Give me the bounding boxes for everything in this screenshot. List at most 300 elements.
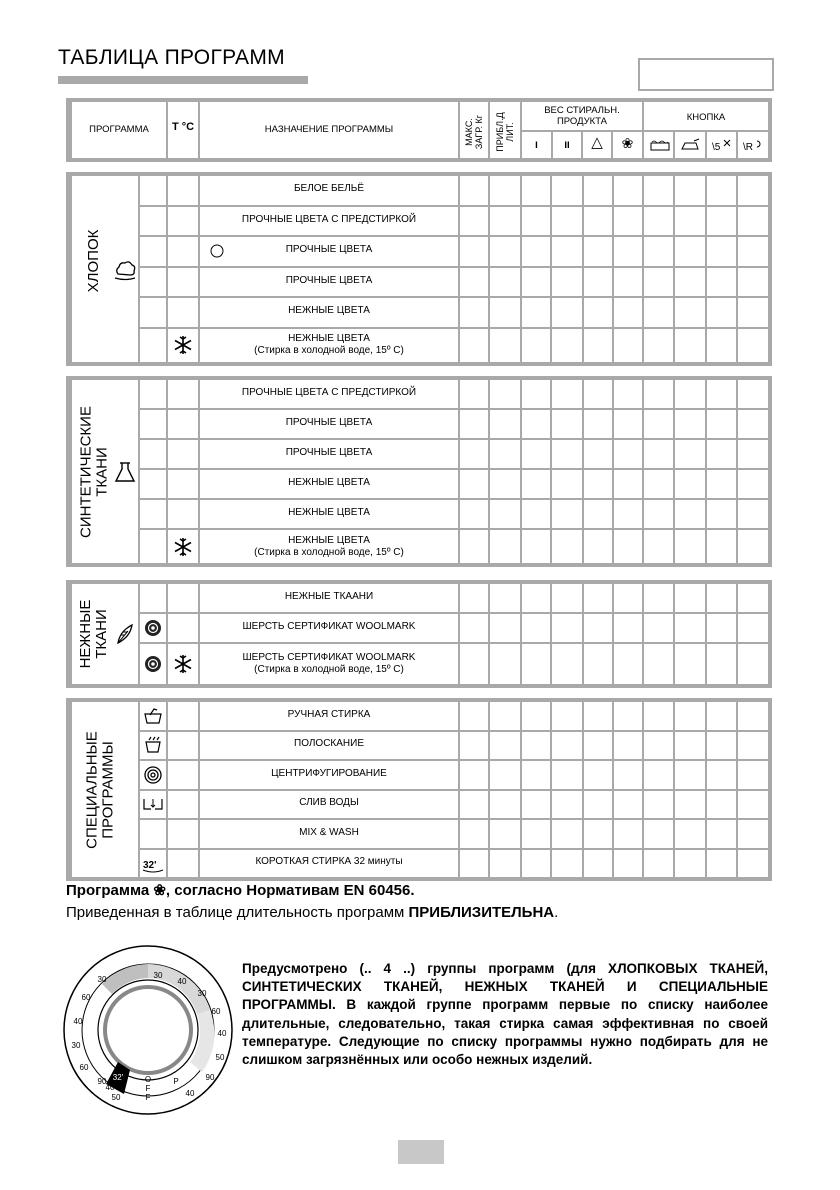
- program-icon-cell: [140, 237, 166, 266]
- data-cell: [460, 614, 488, 642]
- header-water-cell: [490, 102, 520, 158]
- temp-cell: [168, 207, 198, 236]
- data-cell: [738, 329, 768, 362]
- header-maxload-cell: [460, 102, 488, 158]
- data-cell: [675, 268, 705, 297]
- program-label: [200, 214, 458, 226]
- temp-cell: [168, 380, 198, 408]
- data-cell: [552, 702, 582, 730]
- program-icon-cell: [140, 470, 166, 498]
- data-cell: [614, 614, 642, 642]
- program-label: [200, 275, 458, 287]
- data-cell: [552, 207, 582, 236]
- data-cell: [644, 176, 673, 205]
- data-cell: [738, 176, 768, 205]
- data-cell: [552, 761, 582, 789]
- program-label: [200, 621, 458, 633]
- program-name: НЕЖНЫЕ ЦВЕТА: [288, 333, 370, 344]
- data-cell: [738, 237, 768, 266]
- group-label-cell: [72, 176, 138, 362]
- dial-outer-label: 30: [97, 975, 107, 984]
- data-cell: [675, 530, 705, 563]
- temp-cell: [168, 500, 198, 528]
- temp-cell: [168, 440, 198, 468]
- data-cell: [522, 820, 550, 848]
- data-cell: [584, 298, 612, 327]
- data-cell: [460, 850, 488, 878]
- program-name: БЕЛОЕ БЕЛЬЁ: [293, 183, 365, 195]
- temp-cell: [168, 176, 198, 205]
- data-cell: [522, 237, 550, 266]
- dial-outer-label: 40: [217, 1029, 227, 1038]
- program-name: ПРОЧНЫЕ ЦВЕТА: [285, 417, 373, 428]
- program-label: [200, 447, 458, 459]
- data-cell: [675, 820, 705, 848]
- data-cell: [490, 329, 520, 362]
- data-cell: [707, 791, 736, 819]
- data-cell: [584, 268, 612, 297]
- data-cell: [675, 644, 705, 684]
- data-cell: [675, 702, 705, 730]
- data-cell: [675, 732, 705, 760]
- dial-knob[interactable]: [105, 987, 191, 1073]
- data-cell: [584, 850, 612, 878]
- data-cell: [644, 614, 673, 642]
- program-name-cell: [200, 268, 458, 297]
- data-cell: [522, 614, 550, 642]
- data-cell: [522, 584, 550, 612]
- data-cell: [675, 850, 705, 878]
- data-cell: [460, 820, 488, 848]
- data-cell: [644, 500, 673, 528]
- program-name: НЕЖНЫЕ ЦВЕТА: [288, 534, 370, 546]
- data-cell: [614, 410, 642, 438]
- data-cell: [490, 500, 520, 528]
- data-cell: [584, 820, 612, 848]
- delay-icon: [711, 138, 733, 152]
- header-water-line2: ЛИТ.: [505, 122, 515, 142]
- data-cell: [707, 584, 736, 612]
- data-cell: [460, 500, 488, 528]
- data-cell: [644, 732, 673, 760]
- dial-outer-label: 60: [211, 1007, 221, 1016]
- rinse-icon: [142, 734, 164, 756]
- page-title: ТАБЛИЦА ПРОГРАММ: [58, 46, 285, 69]
- btn-sep-2: [705, 132, 707, 158]
- spin-icon: [142, 764, 164, 786]
- program-label: [200, 477, 458, 489]
- data-cell: [522, 410, 550, 438]
- dial-outer-label: 30: [153, 971, 163, 980]
- data-cell: [738, 410, 768, 438]
- data-cell: [490, 268, 520, 297]
- program-name: ПРОЧНЫЕ ЦВЕТА: [285, 447, 373, 458]
- data-cell: [522, 702, 550, 730]
- data-cell: [738, 380, 768, 408]
- program-icon-cell: [140, 500, 166, 528]
- program-name-cell: [200, 791, 458, 819]
- group-name: СИНТЕТИЧЕСКИЕ ТКАНИ: [77, 405, 110, 538]
- data-cell: [738, 850, 768, 878]
- data-cell: [614, 207, 642, 236]
- data-cell: [522, 850, 550, 878]
- data-cell: [460, 268, 488, 297]
- data-cell: [738, 761, 768, 789]
- data-cell: [490, 732, 520, 760]
- data-cell: [490, 298, 520, 327]
- data-cell: [675, 500, 705, 528]
- data-cell: [738, 470, 768, 498]
- data-cell: [707, 732, 736, 760]
- data-cell: [490, 380, 520, 408]
- data-cell: [584, 530, 612, 563]
- data-cell: [707, 268, 736, 297]
- program-icon-cell: [140, 298, 166, 327]
- data-cell: [707, 440, 736, 468]
- program-name: НЕЖНЫЕ ЦВЕТА: [288, 507, 370, 518]
- temp-cell: [168, 298, 198, 327]
- program-name: MIX & WASH: [299, 826, 359, 838]
- data-cell: [614, 298, 642, 327]
- data-cell: [522, 207, 550, 236]
- data-cell: [738, 820, 768, 848]
- data-cell: [644, 644, 673, 684]
- program-description: Предусмотрено (.. 4 ..) группы программ (для ХЛОПКОВЫХ ТКАНЕЙ, СИНТЕТИЧЕСКИХ ТКАНЕЙ, НЕЖНЫХ ТКАНЕЙ И СПЕЦИАЛЬНЫЕ ПРОГРАММЫ. В каждой группе программ первые по списку наиболее длительные, следовательно, такая стирка самая эффективная по своей температуре. Следующие по списку программы нужно подбирать для не слишком загрязнённых или особо нежных изделий.: [242, 961, 768, 1068]
- note-standard: Программа ❀, согласно Нормативам EN 60456.: [66, 882, 415, 899]
- program-label: [200, 535, 458, 559]
- data-cell: [644, 530, 673, 563]
- temp-cell: [168, 791, 198, 819]
- data-cell: [707, 644, 736, 684]
- data-cell: [644, 761, 673, 789]
- data-cell: [552, 176, 582, 205]
- program-name: НЕЖНЫЕ ЦВЕТА: [288, 305, 370, 317]
- data-cell: [644, 470, 673, 498]
- program-name-cell: [200, 410, 458, 438]
- note-duration-text: Приведенная в таблице длительность программ: [66, 904, 409, 921]
- dial-outer-label: 40: [185, 1089, 195, 1098]
- data-cell: [460, 584, 488, 612]
- data-cell: [707, 820, 736, 848]
- data-cell: [490, 470, 520, 498]
- data-cell: [584, 176, 612, 205]
- program-label: [200, 417, 458, 429]
- data-cell: [707, 614, 736, 642]
- det-col-4: ❀: [621, 135, 634, 151]
- program-name: ПОЛОСКАНИЕ: [294, 738, 364, 750]
- data-cell: [552, 440, 582, 468]
- snowflake-icon: [172, 653, 194, 675]
- data-cell: [490, 850, 520, 878]
- data-cell: [707, 761, 736, 789]
- svg-text:32': 32': [143, 860, 157, 872]
- dial-outer-label: 90: [205, 1073, 215, 1082]
- program-icon-cell: [140, 410, 166, 438]
- program-label: [200, 507, 458, 519]
- group-label-cell: [72, 380, 138, 563]
- temp-cell: [168, 410, 198, 438]
- data-cell: [614, 850, 642, 878]
- header-detergent-line1: ВЕС СТИРАЛЬН.: [544, 105, 620, 116]
- program-name: ПРОЧНЫЕ ЦВЕТА: [285, 244, 373, 256]
- program-label: [200, 652, 458, 676]
- header-purpose: НАЗНАЧЕНИЕ ПРОГРАММЫ: [264, 124, 394, 135]
- data-cell: [490, 530, 520, 563]
- header-maxload-line2: ЗАГР. Кг: [474, 114, 484, 150]
- data-cell: [707, 850, 736, 878]
- temp-cell: [168, 702, 198, 730]
- group-name: ХЛОПОК: [85, 229, 102, 293]
- btn-sep-1: [673, 132, 675, 158]
- data-cell: [675, 440, 705, 468]
- data-cell: [644, 298, 673, 327]
- data-cell: [460, 530, 488, 563]
- data-cell: [552, 298, 582, 327]
- data-cell: [490, 237, 520, 266]
- program-name: ЦЕНТРИФУГИРОВАНИЕ: [271, 767, 387, 779]
- data-cell: [707, 410, 736, 438]
- header-temp: T °C: [171, 121, 195, 133]
- data-cell: [644, 207, 673, 236]
- program-icon-cell: [140, 584, 166, 612]
- page-number-box: [398, 1140, 444, 1164]
- data-cell: [552, 820, 582, 848]
- data-cell: [675, 410, 705, 438]
- data-cell: [490, 761, 520, 789]
- data-cell: [707, 702, 736, 730]
- det-col-3: △: [591, 134, 603, 151]
- data-cell: [614, 268, 642, 297]
- temp-cell: [168, 584, 198, 612]
- data-cell: [552, 732, 582, 760]
- woolmark-icon: [142, 617, 164, 639]
- program-icon-cell: [140, 791, 166, 819]
- program-label: [200, 387, 458, 399]
- data-cell: [675, 207, 705, 236]
- temp-cell: [168, 850, 198, 878]
- data-cell: [707, 329, 736, 362]
- program-name-cell: [200, 237, 458, 266]
- data-cell: [490, 410, 520, 438]
- header-maxload-line1: МАКС.: [464, 118, 474, 146]
- data-cell: [552, 329, 582, 362]
- data-cell: [584, 470, 612, 498]
- data-cell: [552, 791, 582, 819]
- program-label: [200, 305, 458, 317]
- program-label: [200, 333, 458, 357]
- program-name-cell: [200, 820, 458, 848]
- program-name-cell: [200, 761, 458, 789]
- program-icon-cell: [140, 329, 166, 362]
- group-label-cell: [72, 702, 138, 877]
- program-label: [200, 827, 458, 839]
- program-name-cell: [200, 644, 458, 684]
- btn-sep-3: [736, 132, 738, 158]
- data-cell: [522, 732, 550, 760]
- woolmark-icon: [142, 653, 164, 675]
- program-icon-cell: [140, 207, 166, 236]
- data-cell: [460, 329, 488, 362]
- drain-icon: [142, 793, 164, 815]
- dial-inner-label: F: [145, 1093, 151, 1102]
- dial-outer-label: 60: [79, 1063, 89, 1072]
- program-label: [200, 709, 458, 721]
- data-cell: [490, 440, 520, 468]
- header-button-cell: [644, 102, 768, 158]
- data-cell: [522, 500, 550, 528]
- data-cell: [490, 614, 520, 642]
- data-cell: [522, 298, 550, 327]
- data-cell: [738, 440, 768, 468]
- temp-cell: [168, 470, 198, 498]
- program-icon-cell: [140, 732, 166, 760]
- data-cell: [552, 268, 582, 297]
- program-icon-cell: [140, 176, 166, 205]
- det-col-2: II: [564, 140, 570, 151]
- data-cell: [738, 298, 768, 327]
- data-cell: [522, 268, 550, 297]
- group-name: СПЕЦИАЛЬНЫЕ ПРОГРАММЫ: [83, 730, 116, 849]
- temp-cell: [168, 614, 198, 642]
- data-cell: [522, 470, 550, 498]
- program-label: [200, 797, 458, 809]
- program-name-cell: [200, 584, 458, 612]
- program-name-cell: [200, 380, 458, 408]
- program-name-cell: [200, 440, 458, 468]
- program-name-cell: [200, 614, 458, 642]
- data-cell: [675, 237, 705, 266]
- data-cell: [644, 410, 673, 438]
- data-cell: [460, 702, 488, 730]
- data-cell: [738, 530, 768, 563]
- data-cell: [738, 732, 768, 760]
- table-header: [66, 98, 772, 162]
- data-cell: [552, 584, 582, 612]
- program-icon-cell: [140, 440, 166, 468]
- program-name: КОРОТКАЯ СТИРКА 32 минуты: [255, 856, 403, 868]
- data-cell: [490, 791, 520, 819]
- data-cell: [460, 176, 488, 205]
- data-cell: [707, 176, 736, 205]
- temp-cell: [168, 530, 198, 563]
- program-label: [200, 768, 458, 780]
- data-cell: [707, 530, 736, 563]
- data-cell: [460, 207, 488, 236]
- dial-outer-label: 30: [197, 989, 207, 998]
- data-cell: [460, 380, 488, 408]
- group-name: НЕЖНЫЕ ТКАНИ: [77, 599, 110, 669]
- program-name: ШЕРСТЬ СЕРТИФИКАТ WOOLMARK: [242, 652, 416, 663]
- data-cell: [460, 298, 488, 327]
- data-cell: [614, 380, 642, 408]
- data-cell: [644, 380, 673, 408]
- header-button: КНОПКА: [686, 112, 726, 123]
- dial-outer-label: 40: [177, 977, 187, 986]
- data-cell: [738, 500, 768, 528]
- data-cell: [584, 380, 612, 408]
- header-temp-cell: [168, 102, 198, 158]
- temp-cell: [168, 732, 198, 760]
- program-name-cell: [200, 530, 458, 563]
- data-cell: [584, 207, 612, 236]
- program-name: РУЧНАЯ СТИРКА: [287, 708, 371, 720]
- data-cell: [460, 761, 488, 789]
- rapid-icon: [742, 138, 764, 152]
- data-cell: [644, 268, 673, 297]
- data-cell: [614, 761, 642, 789]
- program-icon-cell: [140, 614, 166, 642]
- data-cell: [675, 176, 705, 205]
- data-cell: [707, 380, 736, 408]
- program-label: [200, 183, 458, 195]
- data-cell: [584, 584, 612, 612]
- header-detergent: [522, 105, 642, 127]
- temp-cell: [168, 761, 198, 789]
- data-cell: [614, 702, 642, 730]
- program-name: СЛИВ ВОДЫ: [299, 797, 359, 809]
- dial-outer-label: 50: [215, 1053, 225, 1062]
- note-duration-end: .: [554, 904, 559, 921]
- data-cell: [644, 440, 673, 468]
- program-label: [200, 244, 458, 256]
- data-cell: [675, 298, 705, 327]
- dial-outer-label: 90: [97, 1077, 107, 1086]
- temp-cell: [168, 237, 198, 266]
- data-cell: [460, 732, 488, 760]
- data-cell: [490, 820, 520, 848]
- program-name-cell: [200, 470, 458, 498]
- data-cell: [522, 644, 550, 684]
- data-cell: [522, 791, 550, 819]
- data-cell: [584, 500, 612, 528]
- program-name: ПРОЧНЫЕ ЦВЕТА: [285, 274, 373, 286]
- group-panel-0: [66, 172, 772, 366]
- handwash-icon: [142, 705, 164, 727]
- data-cell: [552, 500, 582, 528]
- data-cell: [522, 761, 550, 789]
- data-cell: [614, 732, 642, 760]
- data-cell: [614, 584, 642, 612]
- data-cell: [614, 530, 642, 563]
- data-cell: [738, 702, 768, 730]
- group-panel-2: [66, 580, 772, 688]
- data-cell: [552, 470, 582, 498]
- data-cell: [644, 237, 673, 266]
- data-cell: [675, 791, 705, 819]
- dial-inner-label: P: [173, 1077, 179, 1086]
- program-dial: [62, 944, 234, 1116]
- program-icon-cell: [140, 380, 166, 408]
- data-cell: [490, 584, 520, 612]
- data-cell: [614, 500, 642, 528]
- data-cell: [522, 440, 550, 468]
- program-name-cell: [200, 702, 458, 730]
- cotton-icon: [114, 258, 138, 282]
- data-cell: [460, 440, 488, 468]
- data-cell: [675, 470, 705, 498]
- snowflake-icon: [172, 334, 194, 356]
- program-name-cell: [200, 207, 458, 236]
- program-name: НЕЖНЫЕ ЦВЕТА: [288, 477, 370, 488]
- header-water-line1: ПРИБЛ.Д: [495, 112, 505, 152]
- data-cell: [738, 584, 768, 612]
- data-cell: [584, 702, 612, 730]
- data-cell: [738, 791, 768, 819]
- svg-text:\R: \R: [743, 142, 753, 152]
- data-cell: [614, 820, 642, 848]
- data-cell: [675, 584, 705, 612]
- data-cell: [584, 644, 612, 684]
